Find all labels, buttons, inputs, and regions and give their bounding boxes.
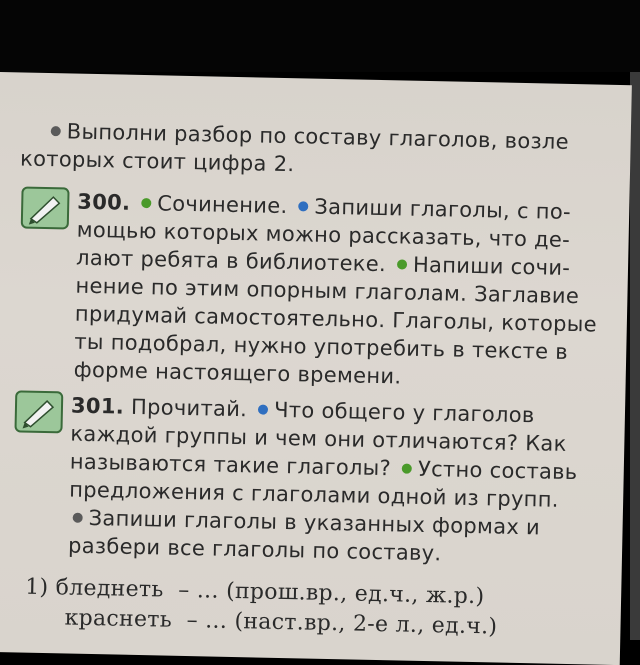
- ex300-line-3: лают ребята в библиотеке. Напиши сочи-: [75, 245, 571, 280]
- intro-line-2: которых стоит цифра 2.: [19, 146, 295, 177]
- ex301-line-1: 301. Прочитай. Что общего у глаголов: [70, 393, 535, 428]
- ex300-line-6: ты подобрал, нужно употребить в тексте в: [74, 329, 569, 364]
- ex301-line-2: каждой группы и чем они отличаются? Как: [70, 421, 567, 456]
- writing-pen-icon: [14, 390, 63, 433]
- page-edge: [630, 72, 640, 640]
- ex301-line-6: разбери все глаголы по составу.: [67, 533, 442, 566]
- ex301-line-4: предложения с глаголами одной из групп.: [69, 477, 559, 512]
- ex301-line-5: Запиши глаголы в указанных формах и: [68, 506, 540, 540]
- ex300-line-2: мощью которых можно рассказать, что де-: [76, 217, 571, 252]
- ex301-line-3: называются такие глаголы? Устно составь: [69, 449, 578, 485]
- writing-pen-icon: [21, 186, 70, 229]
- blue-bullet-icon: [258, 404, 268, 414]
- ex300-line-5: придумай самостоятельно. Глаголы, которые: [74, 301, 598, 337]
- textbook-page: [0, 72, 632, 665]
- ex300-line-1: 300. Сочинение. Запиши глаголы, с по-: [77, 189, 572, 224]
- ex300-line-4: нение по этим опорным глаголам. Заглавие: [75, 273, 580, 309]
- blue-bullet-icon: [298, 201, 308, 211]
- gray-bullet-icon: [51, 126, 61, 136]
- list-item-2: краснеть – ... (наст.вр., 2-е л., ед.ч.): [64, 605, 498, 640]
- green-bullet-icon: [141, 197, 151, 207]
- dark-background: [0, 0, 640, 72]
- green-bullet-icon: [397, 259, 407, 269]
- ex300-line-7: форме настоящего времени.: [73, 357, 402, 389]
- intro-line-1: Выполни разбор по составу глаголов, возле: [47, 119, 570, 154]
- gray-bullet-icon: [73, 512, 83, 522]
- list-item-1: 1) бледнеть – ... (прош.вр., ед.ч., ж.р.): [24, 574, 485, 610]
- green-bullet-icon: [402, 463, 412, 473]
